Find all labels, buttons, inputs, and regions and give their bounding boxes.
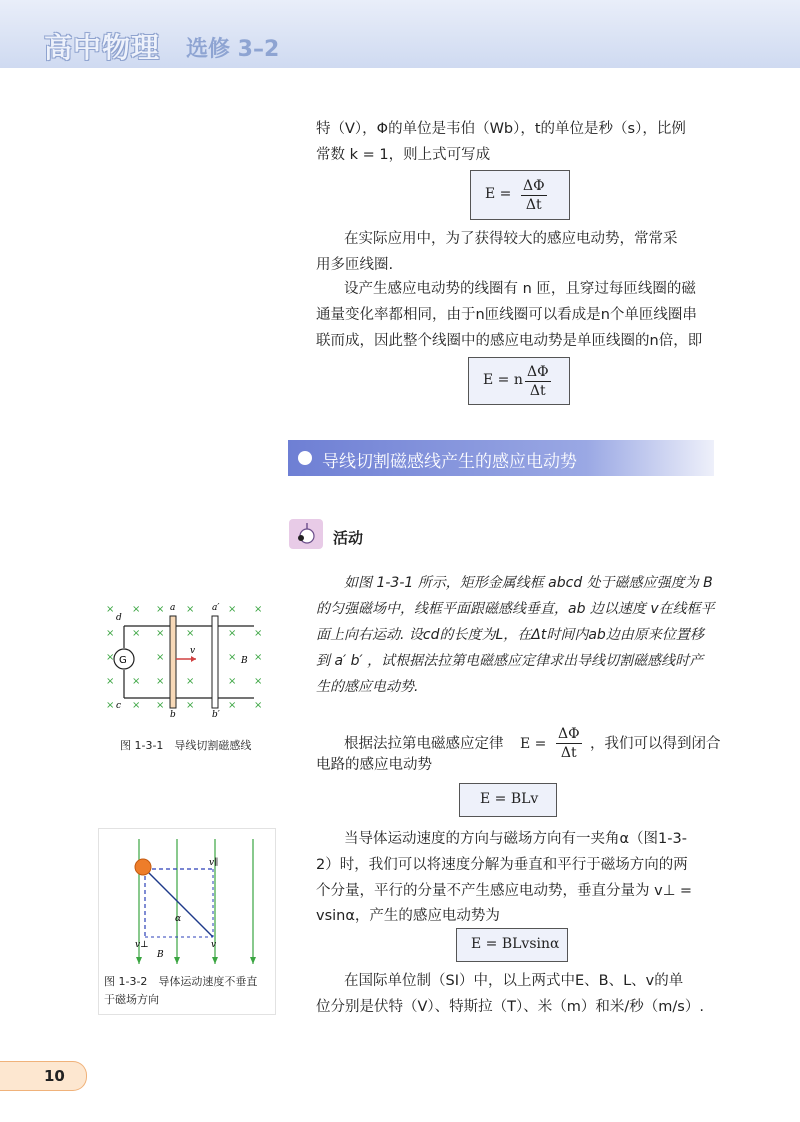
svg-text:×: × [132, 700, 141, 711]
label-G: G [119, 655, 127, 666]
formula-2-fraction [525, 363, 551, 400]
conductor-ball [135, 859, 151, 875]
page-header [0, 0, 800, 68]
formula-1-denominator: Δt [525, 197, 542, 213]
svg-text:×: × [106, 652, 115, 663]
paragraph-4-suffix: ，我们可以得到闭合 [590, 736, 721, 752]
paragraph-5-line-4: vsinα，产生的感应电动势为 [316, 908, 500, 924]
svg-text:×: × [156, 628, 165, 639]
svg-text:×: × [106, 604, 115, 615]
formula-box-5 [456, 928, 568, 962]
book-subtitle: 选修 3–2 [186, 37, 280, 62]
svg-text:×: × [186, 628, 195, 639]
paragraph-5-line-3: 个分量，平行的分量不产生感应电动势，垂直分量为 v⊥ = [316, 883, 693, 899]
svg-text:×: × [254, 628, 263, 639]
book-title: 高中物理 [44, 31, 161, 64]
formula-2-numerator: ΔΦ [527, 364, 549, 380]
svg-text:×: × [186, 700, 195, 711]
paragraph-6-line-2: 位分别是伏特（V）、特斯拉（T）、米（m）和米/秒（m/s）. [316, 999, 704, 1015]
activity-icon [289, 519, 323, 549]
paragraph-1-line-1: 特（V），Φ的单位是韦伯（Wb），t的单位是秒（s），比例 [316, 121, 686, 137]
formula-5: E = BLvsinα [471, 936, 560, 952]
label-c: c [116, 701, 122, 711]
section-heading: 导线切割磁感线产生的感应电动势 [322, 452, 577, 472]
page-number: 10 [44, 1067, 65, 1085]
svg-text:×: × [254, 652, 263, 663]
formula-1-numerator: ΔΦ [523, 178, 545, 194]
velocity-vector [145, 869, 213, 937]
paragraph-2-line-1: 在实际应用中，为了获得较大的感应电动势，常常采 [344, 231, 678, 247]
figure-2-caption-line-2: 于磁场方向 [104, 993, 159, 1006]
svg-text:×: × [156, 676, 165, 687]
formula-2-lhs: E = n [483, 372, 523, 388]
formula-4: E = BLv [480, 791, 539, 807]
svg-text:×: × [228, 676, 237, 687]
svg-text:×: × [156, 604, 165, 615]
paragraph-3-line-1: 设产生感应电动势的线圈有 n 匝，且穿过每匝线圈的磁 [344, 281, 696, 297]
svg-text:×: × [132, 628, 141, 639]
formula-1-lhs: E = [485, 186, 512, 202]
magnetic-field-lines [139, 839, 253, 964]
rod-a-prime-b-prime [212, 616, 218, 708]
page-number-tab [0, 1061, 87, 1091]
figure-1 [104, 600, 274, 720]
label-B: B [157, 950, 164, 960]
paragraph-4-line-2: 电路的感应电动势 [316, 757, 432, 773]
label-b: b [170, 710, 176, 720]
formula-box-2 [468, 357, 570, 405]
paragraph-4-prefix: 根据法拉第电磁感应定律 [344, 736, 504, 752]
svg-text:×: × [106, 676, 115, 687]
label-v: v [211, 940, 217, 950]
rod-ab [170, 616, 176, 708]
activity-text: 如图 1-3-1 所示，矩形金属线框 abcd 处于磁感应强度为 B 的匀强磁场中，线框平面跟磁感线垂直，ab 边以速度 v在线框平面上向右运动. 设cd的长度为L，在Δt时间内ab边由原来位置移到 a′ b′ ，试根据法拉第电磁感应定律求出导线切割磁感线时产生的感应电动势. [316, 575, 715, 695]
label-b-prime: b′ [212, 710, 220, 720]
paragraph-5-line-1: 当导体运动速度的方向与磁场方向有一夹角α（图1-3- [344, 831, 687, 847]
svg-text:×: × [106, 628, 115, 639]
figure-1-caption: 图 1-3-1 导线切割磁感线 [120, 739, 252, 752]
label-v: v [190, 646, 196, 656]
svg-text:×: × [106, 700, 115, 711]
figure-1-diagram [104, 600, 274, 720]
figure-2-caption-line-1: 图 1-3-2 导体运动速度不垂直 [104, 975, 258, 988]
activity-label: 活动 [333, 529, 364, 547]
svg-text:×: × [156, 700, 165, 711]
paragraph-3-line-2: 通量变化率都相同，由于n匝线圈可以看成是n个单匝线圈串 [316, 307, 697, 323]
formula-2-denominator: Δt [529, 383, 546, 399]
svg-text:×: × [186, 676, 195, 687]
formula-1-fraction [521, 177, 547, 214]
svg-text:×: × [156, 652, 165, 663]
label-v-perp: v⊥ [135, 940, 149, 950]
formula-box-1 [470, 170, 570, 220]
formula-box-4 [459, 783, 557, 817]
formula-3-lhs: E = [520, 736, 547, 752]
svg-text:×: × [254, 604, 263, 615]
paragraph-3-line-3: 联而成，因此整个线圈中的感应电动势是单匝线圈的n倍，即 [316, 333, 703, 349]
label-v-parallel: v∥ [209, 858, 219, 868]
section-heading-bar [288, 440, 714, 476]
svg-text:×: × [254, 676, 263, 687]
svg-text:×: × [186, 604, 195, 615]
svg-text:×: × [228, 700, 237, 711]
svg-text:×: × [228, 652, 237, 663]
paragraph-2-line-2: 用多匝线圈. [316, 257, 394, 273]
label-a-prime: a′ [212, 603, 220, 613]
svg-text:×: × [132, 604, 141, 615]
svg-text:×: × [228, 604, 237, 615]
paragraph-6-line-1: 在国际单位制（SI）中，以上两式中E、B、L、v的单 [344, 973, 684, 989]
paragraph-5-line-2: 2）时，我们可以将速度分解为垂直和平行于磁场方向的两 [316, 857, 688, 873]
bullet-dot-icon [298, 451, 312, 465]
formula-3-numerator: ΔΦ [558, 726, 580, 742]
svg-text:×: × [228, 628, 237, 639]
label-a: a [170, 603, 176, 613]
paragraph-1-line-2: 常数 k = 1，则上式可写成 [316, 147, 491, 163]
label-alpha: α [175, 914, 182, 924]
svg-text:×: × [254, 700, 263, 711]
svg-text:×: × [132, 676, 141, 687]
formula-3-denominator: Δt [560, 745, 577, 761]
label-B: B [241, 656, 248, 666]
label-d: d [116, 613, 122, 623]
